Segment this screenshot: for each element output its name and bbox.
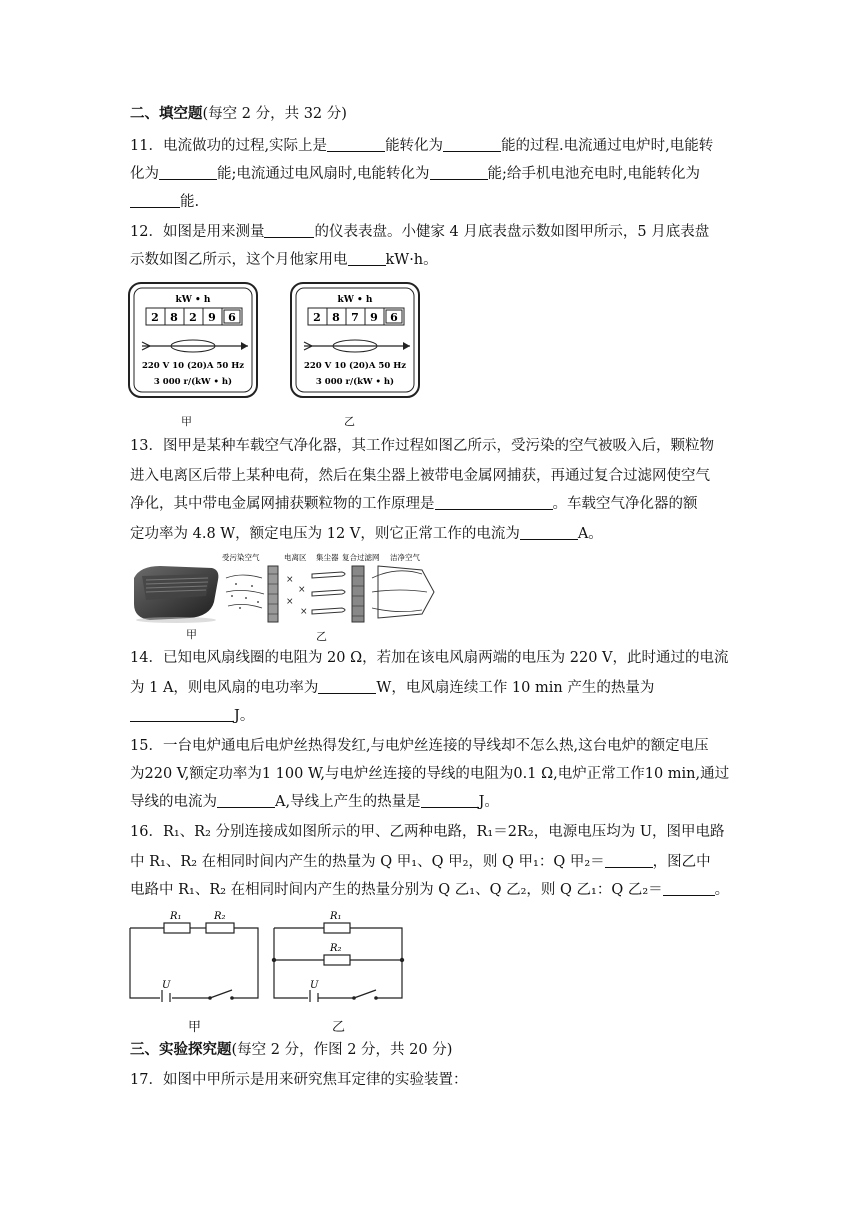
q17-line1: 17．如图中甲所示是用来研究焦耳定律的实验装置： xyxy=(130,1072,468,1088)
q14-line3: J。 xyxy=(130,706,254,726)
digit: 6 xyxy=(228,311,236,324)
q12-line1: 12．如图是用来测量 的仪表表盘。小健家 4 月底表盘示数如图甲所示，5 月底表盘 xyxy=(130,224,710,240)
q16-line2: 中 R₁、R₂ 在相同时间内产生的热量为 Q 甲₁、Q 甲₂，则 Q 甲₁：Q 甲₂＝ ，图乙中 xyxy=(130,854,711,870)
q13-line2: 进入电离区后带上某种电荷，然后在集尘器上被带电金属网捕获，再通过复合过滤网使空气 xyxy=(130,468,710,484)
digit: 2 xyxy=(313,311,321,324)
label-ionization: 电离区 xyxy=(284,553,307,562)
meter-unit: kW • h xyxy=(337,295,373,305)
label-polluted-air: 受污染空气 xyxy=(222,553,260,562)
blank[interactable] xyxy=(435,494,553,510)
q14-line1: 14．已知电风扇线圈的电阻为 20 Ω，若加在该电风扇两端的电压为 220 V，此时通过的电流 xyxy=(130,650,729,666)
meter-digits xyxy=(308,308,404,325)
svg-text:×: × xyxy=(286,575,294,585)
circuit-parallel-caption: 乙 xyxy=(332,1020,346,1035)
circuit-series-caption: 甲 xyxy=(188,1020,202,1035)
meter-b-figure xyxy=(290,282,420,398)
resistor-r2 xyxy=(324,955,350,965)
resistor-r1 xyxy=(324,923,350,933)
blank[interactable] xyxy=(318,678,376,694)
q11-line2: 化为 能;电流通过电风扇时,电能转化为 能;给手机电池充电时,电能转化为 xyxy=(130,166,700,182)
digit: 8 xyxy=(332,311,340,324)
digit: 8 xyxy=(170,311,178,324)
q15-line3: 导线的电流为 A,导线上产生的热量是 J。 xyxy=(130,794,499,810)
label-r2: R₂ xyxy=(214,911,226,922)
meter-b-caption: 乙 xyxy=(344,415,355,428)
q15-line2: 为220 V,额定功率为1 100 W,与电炉丝连接的导线的电阻为0.1 Ω,电炉正常工作10 min,通过 xyxy=(130,766,730,782)
label-collector: 集尘器 xyxy=(316,553,339,562)
blank[interactable] xyxy=(348,250,386,266)
meter-disc-icon xyxy=(304,340,410,352)
meter-a-figure xyxy=(128,282,258,398)
digit: 7 xyxy=(351,311,359,324)
q14-line2: 为 1 A，则电风扇的电功率为 W，电风扇连续工作 10 min 产生的热量为 xyxy=(130,680,655,696)
q13-line4: 定功率为 4.8 W，额定电压为 12 V，则它正常工作的电流为 A。 xyxy=(130,526,603,542)
meter-spec: 220 V 10 (20)A 50 Hz xyxy=(141,361,245,371)
meter-rev: 3 000 r/(kW • h) xyxy=(315,377,395,387)
circuit-parallel xyxy=(270,906,406,1002)
meter-digits xyxy=(146,308,242,325)
blank[interactable] xyxy=(159,164,217,180)
meter-spec: 220 V 10 (20)A 50 Hz xyxy=(303,361,407,371)
section-2-heading: 二、填空题(每空 2 分，共 32 分) xyxy=(130,105,347,122)
blank[interactable] xyxy=(130,192,180,208)
q13-line3: 净化，其中带电金属网捕获颗粒物的工作原理是 。车载空气净化器的额 xyxy=(130,496,698,512)
section-3-heading: 三、实验探究题(每空 2 分，作图 2 分，共 20 分) xyxy=(130,1041,453,1058)
meter-unit: kW • h xyxy=(175,295,211,305)
meter-a-caption: 甲 xyxy=(181,415,192,428)
blank[interactable] xyxy=(663,880,715,896)
label-filter: 复合过滤网 xyxy=(342,553,380,562)
meter-rev: 3 000 r/(kW • h) xyxy=(153,377,233,387)
label-r1: R₁ xyxy=(170,911,182,922)
digit: 2 xyxy=(189,311,197,324)
label-clean-air: 洁净空气 xyxy=(390,553,420,562)
q11-line1: 11．电流做功的过程,实际上是 能转化为 能的过程.电流通过电炉时,电能转 xyxy=(130,138,714,154)
blank[interactable] xyxy=(264,222,314,238)
label-u: U xyxy=(310,980,319,991)
q11-line3: 能. xyxy=(130,192,199,212)
q16-line1: 16．R₁、R₂ 分别连接成如图所示的甲、乙两种电路，R₁＝2R₂，电源电压均为 U，图甲电路 xyxy=(130,824,725,840)
resistor-r2 xyxy=(206,923,234,933)
air-purifier-image xyxy=(130,560,222,624)
meter-disc-icon xyxy=(142,340,248,352)
label-r1: R₁ xyxy=(330,911,342,922)
purifier-process-diagram xyxy=(222,548,452,628)
blank[interactable] xyxy=(605,852,653,868)
svg-text:×: × xyxy=(286,597,294,607)
blank[interactable] xyxy=(443,136,501,152)
digit: 6 xyxy=(390,311,398,324)
blank[interactable] xyxy=(430,164,488,180)
digit: 9 xyxy=(208,311,216,324)
resistor-r1 xyxy=(164,923,190,933)
blank[interactable] xyxy=(217,792,275,808)
q12-line2: 示数如图乙所示，这个月他家用电 kW·h。 xyxy=(130,252,438,268)
process-caption: 乙 xyxy=(316,630,327,643)
q13-line1: 13．图甲是某种车载空气净化器，其工作过程如图乙所示，受污染的空气被吸入后，颗粒物 xyxy=(130,438,714,454)
blank[interactable] xyxy=(421,792,479,808)
blank[interactable] xyxy=(130,706,234,722)
blank[interactable] xyxy=(327,136,385,152)
circuit-series xyxy=(126,906,262,1002)
digit: 9 xyxy=(370,311,378,324)
q15-line1: 15．一台电炉通电后电炉丝热得发红,与电炉丝连接的导线却不怎么热,这台电炉的额定电压 xyxy=(130,738,709,754)
digit: 2 xyxy=(151,311,159,324)
blank[interactable] xyxy=(520,524,578,540)
svg-text:×: × xyxy=(298,585,306,595)
q16-line3: 电路中 R₁、R₂ 在相同时间内产生的热量分别为 Q 乙₁、Q 乙₂，则 Q 乙₁：Q 乙₂＝ 。 xyxy=(130,882,730,898)
svg-text:×: × xyxy=(300,607,308,617)
purifier-caption: 甲 xyxy=(186,628,197,641)
label-u: U xyxy=(162,980,171,991)
label-r2: R₂ xyxy=(330,943,342,954)
